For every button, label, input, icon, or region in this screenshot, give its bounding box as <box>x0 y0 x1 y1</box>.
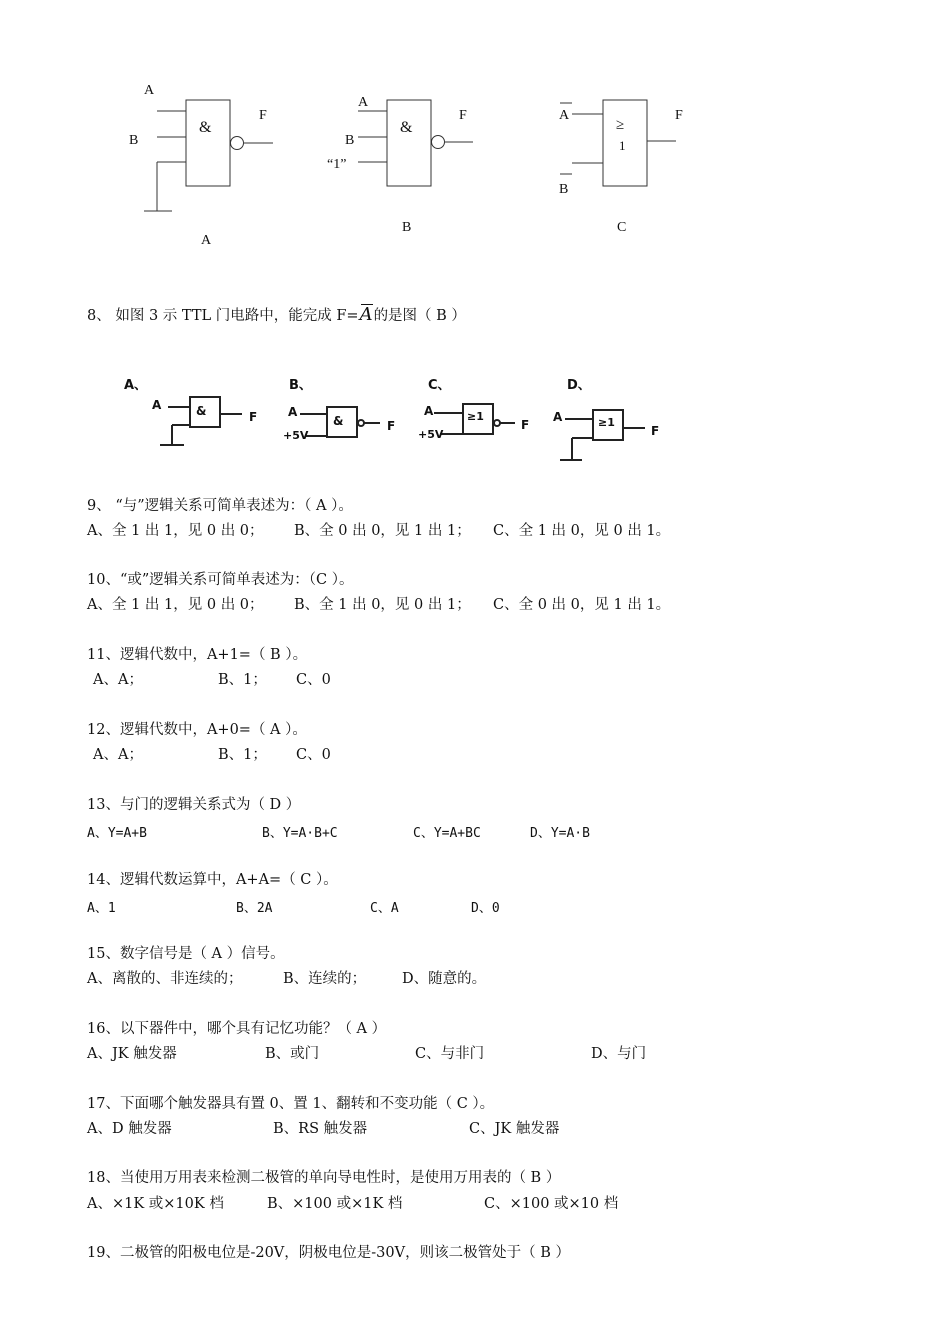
q16-option-c: C、与非门 <box>415 1046 485 1062</box>
option-b-label: B、 <box>289 378 312 393</box>
q11-option-b: B、1； <box>218 672 267 688</box>
q15-option-d: D、随意的。 <box>402 971 487 987</box>
gate-b-input-a: A <box>358 95 369 110</box>
option-b-in2: +5V <box>283 429 309 442</box>
question-16: 16、以下器件中，哪个具有记忆功能？（ A ） <box>87 1021 387 1037</box>
gate-c-output: F <box>675 108 683 123</box>
q13-option-b: B、Y=A·B+C <box>262 826 338 841</box>
question-9: 9、 “与”逻辑关系可简单表述为：（ A ）。 <box>87 498 353 514</box>
q9-option-c: C、全 1 出 0，见 0 出 1。 <box>493 523 671 539</box>
gate-a-caption: A <box>201 233 212 248</box>
gate-c-caption: C <box>617 220 627 235</box>
question-8-text: 8、 如图 3 示 TTL 门电路中，能完成 F= <box>87 308 359 324</box>
a-bar-symbol: A <box>359 304 373 325</box>
option-a-in: A <box>152 398 162 412</box>
option-b-in: A <box>288 405 298 419</box>
q12-option-c: C、0 <box>296 747 331 763</box>
q12-option-a: A、A； <box>93 747 143 763</box>
q16-option-a: A、JK 触发器 <box>87 1046 177 1062</box>
figure-2-drawing <box>0 0 950 480</box>
q18-option-c: C、×100 或×10 档 <box>484 1196 619 1212</box>
option-d-sym: ≥1 <box>598 416 615 429</box>
option-d-label: D、 <box>567 378 591 393</box>
option-c-in: A <box>424 404 434 418</box>
question-19: 19、二极管的阳极电位是-20V，阴极电位是-30V，则该二极管处于（ B ） <box>87 1245 570 1261</box>
option-b-out: F <box>387 419 396 433</box>
q13-option-c: C、Y=A+BC <box>413 826 481 841</box>
question-17: 17、下面哪个触发器具有置 0、置 1、翻转和不变功能（ C ）。 <box>87 1096 495 1112</box>
question-8-tail: 的是图（ B ） <box>373 308 466 324</box>
q11-option-c: C、0 <box>296 672 331 688</box>
question-18: 18、当使用万用表来检测二极管的单向导电性时，是使用万用表的（ B ） <box>87 1170 561 1186</box>
q13-option-a: A、Y=A+B <box>87 826 147 841</box>
gate-a-output: F <box>259 108 267 123</box>
option-d-out: F <box>651 424 660 438</box>
gate-b-input-b: B <box>345 133 355 148</box>
gate-a-input-b: B <box>129 133 139 148</box>
q16-option-b: B、或门 <box>265 1046 320 1062</box>
gate-b-input-1: “1” <box>327 157 347 172</box>
q17-option-a: A、D 触发器 <box>87 1121 172 1137</box>
option-c-sym: ≥1 <box>467 410 484 423</box>
gate-a-input-a: A <box>144 83 155 98</box>
gate-a-symbol: & <box>199 119 212 136</box>
gate-c-symbol-1: 1 <box>619 138 626 153</box>
q14-option-b: B、2A <box>236 901 273 916</box>
q10-option-b: B、全 1 出 0，见 0 出 1； <box>294 597 471 613</box>
option-d-in: A <box>553 410 563 424</box>
q9-option-a: A、全 1 出 1，见 0 出 0； <box>87 523 264 539</box>
question-15: 15、数字信号是（ A ）信号。 <box>87 946 285 962</box>
q17-option-b: B、RS 触发器 <box>273 1121 368 1137</box>
q14-option-d: D、0 <box>471 901 500 916</box>
q18-option-a: A、×1K 或×10K 档 <box>87 1196 224 1212</box>
question-12: 12、逻辑代数中，A+0=（ A ）。 <box>87 722 307 738</box>
option-c-label: C、 <box>428 378 451 393</box>
q11-option-a: A、A； <box>93 672 143 688</box>
question-11: 11、逻辑代数中，A+1=（ B ）。 <box>87 647 308 663</box>
gate-c-input-b: B <box>559 182 569 197</box>
q17-option-c: C、JK 触发器 <box>469 1121 560 1137</box>
option-b-sym: & <box>333 414 344 428</box>
q14-option-c: C、A <box>370 901 399 916</box>
option-a-out: F <box>249 410 258 424</box>
option-a-label: A、 <box>124 378 148 393</box>
q9-option-b: B、全 0 出 0，见 1 出 1； <box>294 523 471 539</box>
q15-option-b: B、连续的； <box>283 971 367 987</box>
gate-b-caption: B <box>402 220 412 235</box>
q14-option-a: A、1 <box>87 901 116 916</box>
q13-option-d: D、Y=A·B <box>530 826 590 841</box>
question-10: 10、“或”逻辑关系可简单表述为：（C ）。 <box>87 572 354 588</box>
q15-option-a: A、离散的、非连续的； <box>87 971 243 987</box>
q18-option-b: B、×100 或×1K 档 <box>267 1196 403 1212</box>
option-c-out: F <box>521 418 530 432</box>
option-c-in2: +5V <box>418 428 444 441</box>
q12-option-b: B、1； <box>218 747 267 763</box>
q10-option-a: A、全 1 出 1，见 0 出 0； <box>87 597 264 613</box>
question-13: 13、与门的逻辑关系式为（ D ） <box>87 797 301 813</box>
q16-option-d: D、与门 <box>591 1046 647 1062</box>
gate-c-symbol-ge: ≥ <box>616 117 625 133</box>
option-a-sym: & <box>196 404 207 418</box>
question-14: 14、逻辑代数运算中，A+A=（ C ）。 <box>87 872 338 888</box>
gate-c-input-a: A <box>559 108 570 123</box>
gate-b-symbol: & <box>400 119 413 136</box>
gate-b-output: F <box>459 108 467 123</box>
q10-option-c: C、全 0 出 0，见 1 出 1。 <box>493 597 671 613</box>
